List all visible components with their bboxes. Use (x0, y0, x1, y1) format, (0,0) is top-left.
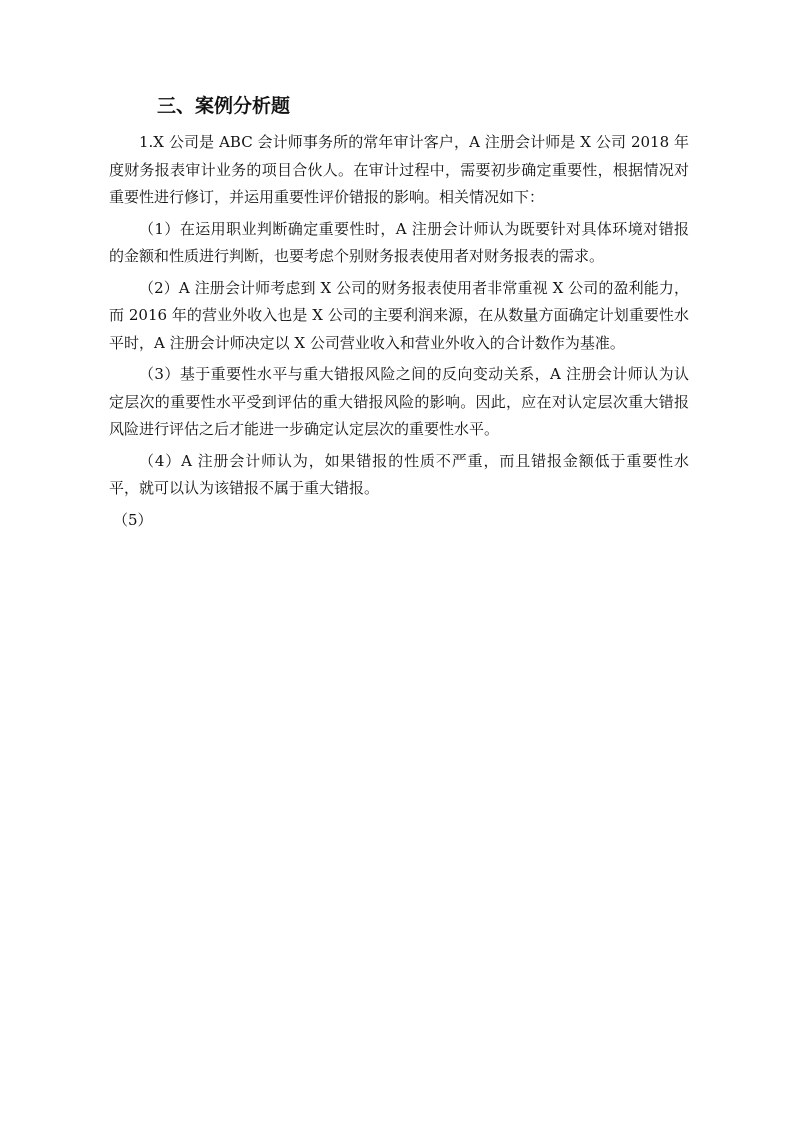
case-item-2: （2）A 注册会计师考虑到 X 公司的财务报表使用者非常重视 X 公司的盈利能力，而 2016 年的营业外收入也是 X 公司的主要利润来源，在从数量方面确定计划重要性水平时，A 注册会计师决定以 X 公司营业收入和营业外收入的合计数作为基准。 (109, 278, 689, 352)
section-heading: 三、案例分析题 (157, 95, 291, 117)
case-item-3: （3）基于重要性水平与重大错报风险之间的反向变动关系，A 注册会计师认为认定层次的重要性水平受到评估的重大错报风险的影响。因此，应在对认定层次重大错报风险进行评估之后才能进一步确定认定层次的重要性水平。 (109, 365, 689, 438)
case-item-5: （5） (113, 510, 153, 529)
case-intro-paragraph: 1.X 公司是 ABC 会计师事务所的常年审计客户，A 注册会计师是 X 公司 2018 年度财务报表审计业务的项目合伙人。在审计过程中，需要初步确定重要性，根据情况对重要性进行修订，并运用重要性评价错报的影响。相关情况如下： (109, 133, 689, 206)
case-item-4: （4）A 注册会计师认为，如果错报的性质不严重，而且错报金额低于重要性水平，就可以认为该错报不属于重大错报。 (109, 451, 689, 497)
document-body (109, 129, 689, 538)
case-item-1: （1）在运用职业判断确定重要性时，A 注册会计师认为既要针对具体环境对错报的金额和性质进行判断，也要考虑个别财务报表使用者对财务报表的需求。 (109, 219, 689, 265)
